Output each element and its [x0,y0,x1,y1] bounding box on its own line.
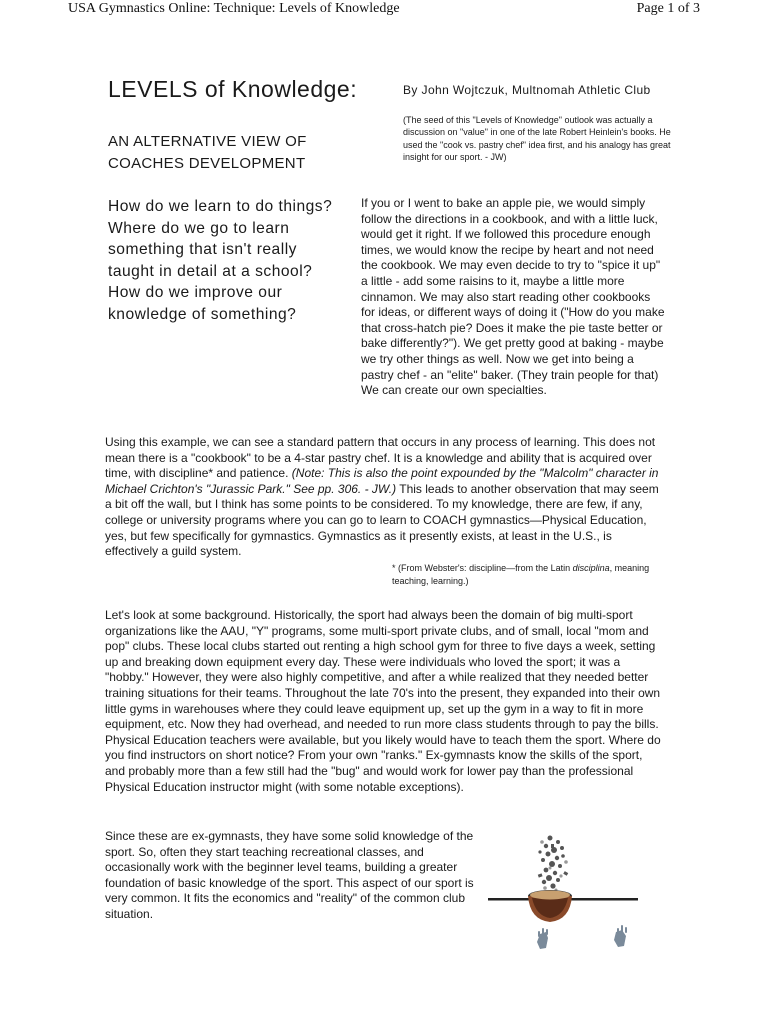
learning-text-a: Using this example, we can see a standard pattern that occurs in any process of learning. This does not mean there is a "cookbook" to be a 4-star pastry chef. It is a knowledge and ability that is acquired over time, with discipline* and patience. [105,435,656,481]
print-header [0,0,768,22]
pie-paragraph: If you or I went to bake an apple pie, we would simply follow the directions in a cookbook, and with a little luck, would get it right. If we followed this procedure enough times, we would know the recipe by heart and not need the cookbook. We may even decide to try to "spice it up" a little - add some raisins to it, maybe a little more cinnamon. We may also start reading other cookbooks for ideas, or different ways of doing it ("How do you make that cross-hatch pie? Does it make the pie taste better or bake differently?"). We get pretty good at baking - maybe we try other things as well. Now we get into being a pastry chef - an "elite" baker. (They train people for that) We can create our own specialties. [361,196,665,398]
footnote-text-b: , meaning teaching, learning.) [392,563,650,586]
bowl [528,890,572,922]
ex-gymnasts-paragraph: Since these are ex-gymnasts, they have some solid knowledge of the sport. So, often they start teaching recreational classes, and occasionally work with the beginner level teams, building a greater foundation of basic knowledge of the sport. This aspect of our sport is very common. It fits the economics and "reality" of the common club situation. [105,829,474,921]
footnote-latin-word: disciplina [572,563,610,573]
author-byline: By John Wojtczuk, Multnomah Athletic Club [403,83,651,97]
header-title: USA Gymnastics Online: Technique: Levels of Knowledge [68,1,400,16]
seed-note: (The seed of this "Levels of Knowledge" outlook was actually a discussion on "value" in one of the late Robert Heinlein's books. He used the "cook vs. pastry chef" idea first, and his analogy has great insight for our sport. - JW) [403,115,671,162]
learning-paragraph [105,435,665,560]
left-hand [537,928,548,949]
article-title: LEVELS of Knowledge: [108,76,358,102]
mixing-bowl-illustration [488,832,638,957]
lead-question: How do we learn to do things? Where do we go to learn something that isn't really taught in detail at a school? How do we improve our knowledge of something? [108,198,333,323]
background-paragraph: Let's look at some background. Historically, the sport had always been the domain of big multi-sport organizations like the AAU, "Y" programs, some multi-sport private clubs, and of small, local "mom and pop" clubs. These local clubs started out renting a high school gym for three to five days a week, setting up and breaking down equipment every day. These were individuals who loved the sport; it was a "hobby." However, they were also highly competitive, and after a while realized that they needed better training situations for their teams. Throughout the late 70's into the present, they expanded into their own little gyms in warehouses where they could leave equipment up, set up the gym in a way to fit in more equipment, etc. Now they had overhead, and needed to run more class students through to pay the bills. Physical Education teachers were available, but you likely would have to teach them the sport. Where do you find instructors on short notice? From your own "ranks." Ex-gymnasts know the skills of the sport, and probably more than a few still had the "bug" and would work for lower pay than the professional Physical Education instructor might (with some notable exceptions). [105,608,661,794]
page-number: Page 1 of 3 [636,1,700,16]
learning-text-b: This leads to another observation that may seem a bit off the wall, but I think has some points to be considered. To my knowledge, there are few, if any, college or university programs where you can go to learn to COACH gymnastics—Physical Education, yes, but few specifically for gymnastics. Gymnastics as it presently exists, at least in the U.S., is effectively a guild system. [105,481,659,559]
article-subtitle: AN ALTERNATIVE VIEW OF COACHES DEVELOPMENT [108,133,307,172]
right-hand [614,925,627,947]
discipline-footnote [392,562,662,587]
footnote-text-a: * (From Webster's: discipline—from the Latin [392,563,573,573]
jurassic-park-note: (Note: This is also the point expounded by the "Malcolm" character in Michael Crichton's "Jurassic Park." See pp. 306. - JW.) [105,466,659,496]
